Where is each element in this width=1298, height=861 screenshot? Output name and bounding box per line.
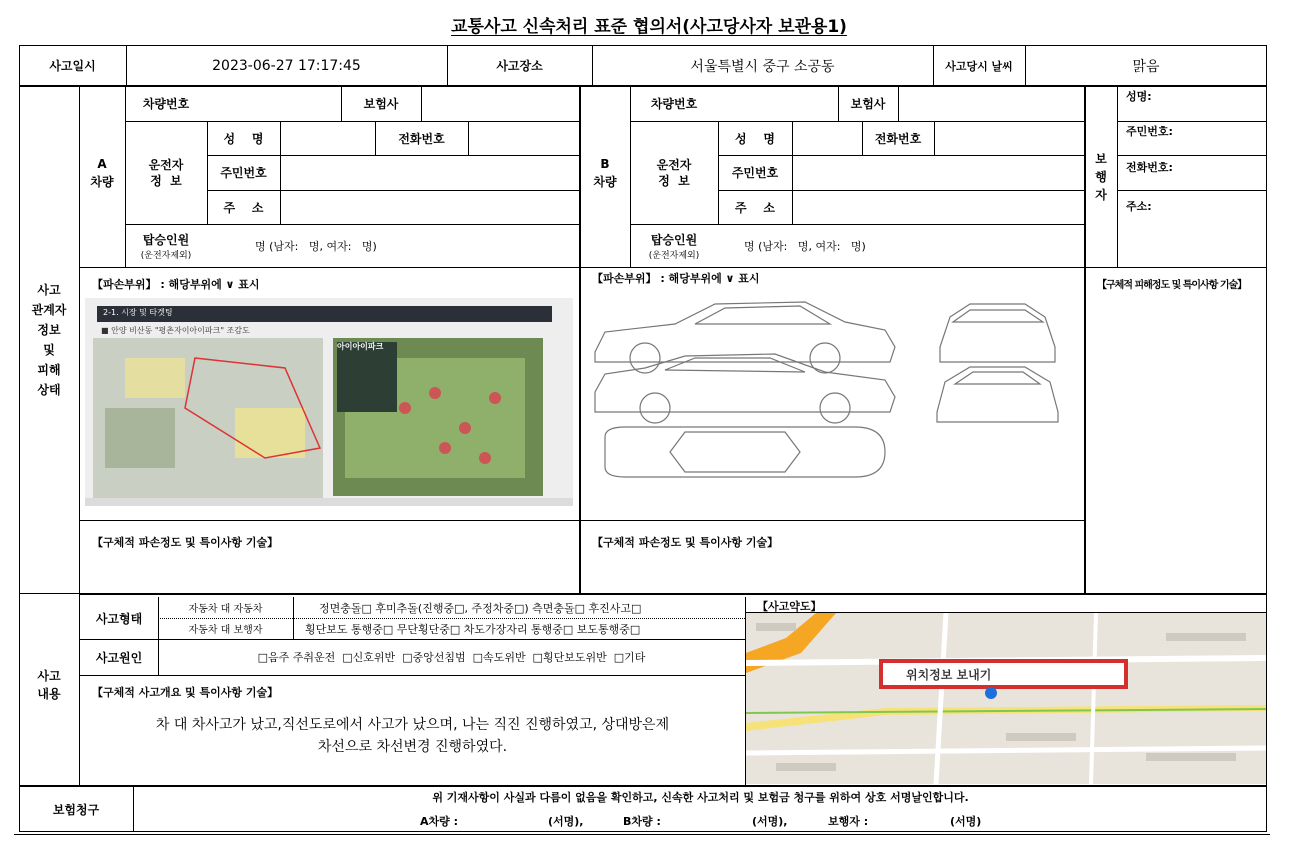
v2v-label: 자동차 대 자동차 xyxy=(188,604,263,615)
vehicle-a-name-label: 성 명 xyxy=(223,131,264,146)
vehicle-a-detail-field[interactable] xyxy=(80,550,579,592)
vehicle-a-id-label: 주민번호 xyxy=(220,166,267,180)
weather-field[interactable]: 맑음 xyxy=(1132,58,1160,75)
pedestrian-address-label: 주소: xyxy=(1126,200,1152,213)
vehicle-a-address-label: 주 소 xyxy=(223,200,264,215)
sign-a-field[interactable]: (서명), xyxy=(548,815,584,828)
accident-place-field[interactable]: 서울특별시 중구 소공동 xyxy=(690,58,835,75)
vehicle-b-phone-label: 전화번호 xyxy=(874,131,922,146)
accident-map[interactable] xyxy=(746,613,1266,784)
vehicle-a-detail-label: 【구체적 파손정도 및 특이사항 기술】 xyxy=(92,536,279,549)
accident-detail-label: 【구체적 사고개요 및 특이사항 기술】 xyxy=(92,686,279,699)
vehicle-b-address-field[interactable] xyxy=(792,190,1084,224)
vehicle-b-passenger-label-box xyxy=(630,224,718,267)
vehicle-b-damage-label: 【파손부위】 : 해당부위에 ∨ 표시 xyxy=(592,272,760,285)
vehicle-a-passenger-label: 탑승인원 xyxy=(142,233,190,247)
weather-label: 사고당시 날씨 xyxy=(945,59,1013,73)
insurance-statement: 위 기재사항이 사실과 다름이 없음을 확인하고, 신속한 사고처리 및 보험금 청구를 위하여 상호 서명날인합니다. xyxy=(432,791,969,804)
sign-pedestrian-label: 보행자 : xyxy=(828,815,869,828)
accident-place-label: 사고장소 xyxy=(496,59,543,73)
v2p-label: 자동차 대 보행자 xyxy=(188,625,263,636)
sign-a-label: A차량 : xyxy=(420,815,458,828)
vehicle-a-damage-label: 【파손부위】 : 해당부위에 ∨ 표시 xyxy=(92,278,260,291)
v2p-options[interactable]: 횡단보도 통행중□ 무단횡단중□ 차도가장자리 통행중□ 보도통행중□ xyxy=(305,622,641,636)
accident-cause-options[interactable]: □음주 주취운전 □신호위반 □중앙선침범 □속도위반 □횡단보도위반 □기타 xyxy=(257,651,646,664)
accident-date-label: 사고일시 xyxy=(49,59,96,73)
vehicle-a-name-field[interactable] xyxy=(280,121,375,155)
vehicle-b-plate-field[interactable] xyxy=(718,86,838,121)
vehicle-b-detail-field[interactable] xyxy=(580,550,1084,592)
vehicle-a-insurer-field[interactable] xyxy=(421,86,579,121)
vehicle-a-insurer-label: 보험사 xyxy=(363,97,399,111)
car-side-view-right[interactable] xyxy=(595,302,895,373)
vehicle-a-phone-field[interactable] xyxy=(468,121,579,155)
accident-detail-line-2[interactable]: 차선으로 차선변경 진행하였다. xyxy=(317,739,508,755)
pedestrian-name-label: 성명: xyxy=(1126,90,1152,103)
pedestrian-detail-field[interactable] xyxy=(1086,292,1266,592)
photo-subcaption: ■ 안양 비산동 "평촌자이아이파크" 조감도 xyxy=(101,326,250,335)
vehicle-a-phone-label: 전화번호 xyxy=(398,131,445,146)
page-title: 교통사고 신속처리 표준 협의서(사고당사자 보관용1) xyxy=(451,17,847,37)
vehicle-b-phone-field[interactable] xyxy=(934,121,1084,155)
map-popup-text[interactable]: 위치정보 보내기 xyxy=(906,668,992,682)
vehicle-a-passenger-sub: (운전자제외) xyxy=(140,251,192,261)
pedestrian-label: 보 행 자 xyxy=(1095,151,1107,202)
vehicle-a-damage-photo[interactable] xyxy=(85,298,573,506)
pedestrian-id-label: 주민번호: xyxy=(1126,125,1173,138)
car-top-view[interactable] xyxy=(605,427,885,477)
vehicle-b-insurer-field[interactable] xyxy=(898,86,1084,121)
pedestrian-phone-label: 전화번호: xyxy=(1126,161,1173,174)
party-info-section-label: 사고 관계자 정보 및 피해 상태 xyxy=(31,283,67,397)
accident-map-label: 【사고약도】 xyxy=(757,600,822,613)
vehicle-b-id-label: 주민번호 xyxy=(731,166,779,180)
vehicle-b-label: B 차량 xyxy=(593,156,617,189)
pedestrian-detail-label: 【구체적 피해정도 및 특이사항 기술】 xyxy=(1097,280,1247,291)
vehicle-b-detail-label: 【구체적 파손정도 및 특이사항 기술】 xyxy=(592,536,779,549)
car-rear-view[interactable] xyxy=(937,367,1058,422)
sign-b-field[interactable]: (서명), xyxy=(752,815,788,828)
vehicle-b-passenger-sub: (운전자제외) xyxy=(648,251,700,261)
vehicle-a-id-field[interactable] xyxy=(280,155,579,190)
accident-type-label: 사고형태 xyxy=(95,611,143,626)
vehicle-b-address-label: 주 소 xyxy=(735,200,775,215)
vehicle-a-plate-label: 차량번호 xyxy=(142,97,190,111)
vehicle-a-label: A 차량 xyxy=(90,156,114,189)
accident-detail-line-1[interactable]: 차 대 차사고가 났고,직선도로에서 사고가 났으며, 나는 직진 진행하였고, 상대방은제 xyxy=(155,717,670,733)
vehicle-b-insurer-label: 보험사 xyxy=(850,97,886,111)
sign-b-label: B차량 : xyxy=(623,815,661,828)
vehicle-a-passenger-label-box xyxy=(125,224,207,267)
vehicle-b-passenger-count[interactable]: 명 (남자: 명, 여자: 명) xyxy=(744,239,866,253)
sign-pedestrian-field[interactable]: (서명) xyxy=(950,815,982,828)
vehicle-a-address-field[interactable] xyxy=(280,190,579,224)
photo-caption: 2-1. 시장 및 타겟팅 xyxy=(103,308,173,317)
vehicle-b-plate-label: 차량번호 xyxy=(650,97,698,111)
vehicle-b-passenger-label: 탑승인원 xyxy=(650,233,698,247)
accident-content-section-label: 사고 내용 xyxy=(37,669,61,701)
vehicle-b-car-diagram[interactable] xyxy=(585,292,1075,492)
vehicle-b-id-field[interactable] xyxy=(792,155,1084,190)
vehicle-b-name-label: 성 명 xyxy=(735,131,775,146)
vehicle-b-name-field[interactable] xyxy=(792,121,862,155)
car-side-view-left[interactable] xyxy=(595,354,895,423)
vehicle-a-plate-field[interactable] xyxy=(207,86,341,121)
insurance-claim-label: 보험청구 xyxy=(52,802,100,817)
photo-brand: 아이아이파크 xyxy=(337,342,384,351)
accident-cause-label: 사고원인 xyxy=(95,650,143,665)
vehicle-a-driver-label: 운전자 정 보 xyxy=(148,157,184,188)
accident-date-field[interactable]: 2023-06-27 17:17:45 xyxy=(212,57,361,74)
vehicle-b-driver-label: 운전자 정 보 xyxy=(656,157,692,188)
v2v-options[interactable]: 정면충돌□ 후미추돌(진행중□, 주정차중□) 측면충돌□ 후진사고□ xyxy=(319,601,642,615)
vehicle-a-passenger-count[interactable]: 명 (남자: 명, 여자: 명) xyxy=(255,239,377,253)
car-front-view[interactable] xyxy=(940,304,1055,362)
